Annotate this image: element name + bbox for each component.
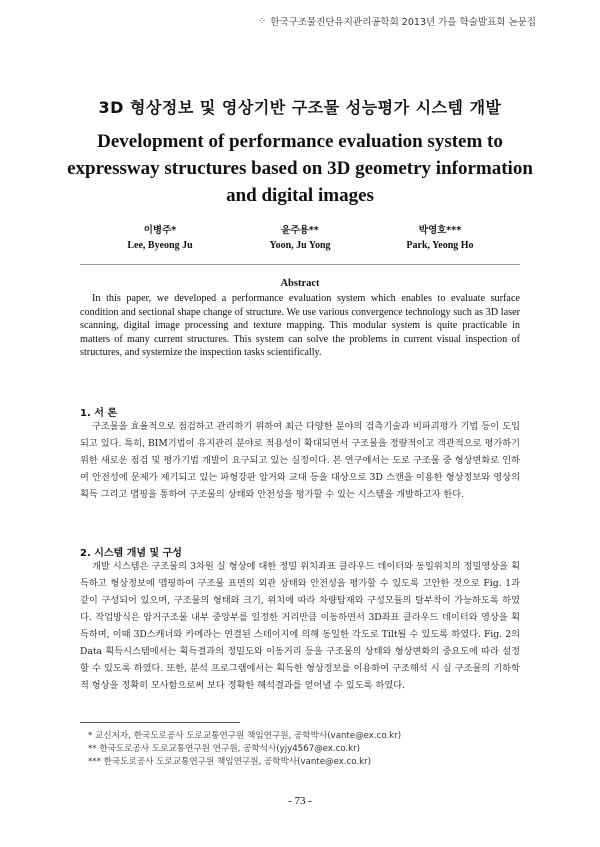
header-divider [80, 264, 520, 265]
footnote-1: * 교신저자, 한국도로공사 도로교통연구원 책임연구원, 공학박사(vante@ex.co.kr) [88, 731, 402, 741]
running-header-text: 한국구조물진단유지관리공학회 2013년 가을 학술발표회 논문집 [270, 17, 536, 28]
author-1 [100, 222, 220, 251]
paper-title-english: Development of performance evaluation system to expressway structures based on 3D geometry information and digital images [67, 131, 533, 206]
author-2-name-ko: 윤주용** [281, 225, 319, 236]
section-1-heading: 1. 서 론 [80, 408, 118, 419]
page-number: - 73 - [288, 795, 312, 807]
author-1-name-en: Lee, Byeong Ju [127, 240, 193, 251]
abstract-text: In this paper, we developed a performance evaluation system which enables to evaluate surface condition and sectional shape change of structure. We use various convergence technology such as 3D laser scanning, digital image processing and texture mapping. This modular system is quite practicable in matters of many current structures. This system can solve the problems in current visual inspection of structures, and systemize the inspection tasks scientifically. [80, 293, 520, 359]
author-1-name-ko: 이병주* [143, 225, 177, 236]
author-2-name-en: Yoon, Ju Yong [269, 240, 331, 251]
paper-title-korean: 3D 형상정보 및 영상기반 구조물 성능평가 시스템 개발 [98, 98, 502, 117]
footnote-2: ** 한국도로공사 도로교통연구원 연구원, 공학석사(yjy4567@ex.co.kr) [88, 744, 361, 754]
section-2-heading: 2. 시스템 개념 및 구성 [80, 548, 182, 559]
footnotes [88, 730, 401, 769]
abstract-heading: Abstract [280, 278, 320, 289]
footnote-3: *** 한국도로공사 도로교통연구원 책임연구원, 공학박사(vante@ex.co.kr) [88, 757, 371, 767]
author-3-name-en: Park, Yeong Ho [406, 240, 474, 251]
dot-grid-icon: ⁘ [257, 15, 267, 27]
section-2-text: 개발 시스템은 구조물의 3차원 실 형상에 대한 정밀 위치좌표 클라우드 데이터와 동일위치의 정밀영상을 획득하고 형상정보에 맵핑하여 구조물 표면의 외관 상태와 안전성을 평가할 수 있도록 고안한 것으로 Fig. 1과 같이 구성되어 있으며, 구조물의 형태와 크기, 위치에 따라 차량탑재와 구성모듈의 탈부착이 가능하도록 하였다. 작업방식은 암거구조물 내부 중앙부를 일정한 거리만큼 이동하면서 3D좌표 클라우드 데이터와 영상을 획득하며, 이때 3D스캐너와 카메라는 연결된 스테이지에 의해 동일한 각도로 Tilt될 수 있도록 하였다. Fig. 2의 Data 획득시스템에서는 획득결과의 정밀도와 이동거리 등을 구조물의 상태와 형상변화의 중요도에 따라 설정할 수 있도록 하였다. 또한, 분석 프로그램에서는 획득한 형상정보를 이용하여 구조해석 시 실 구조물의 기하학적 형상을 정확히 모사함으로써 보다 정확한 해석결과를 얻어낼 수 있도록 하였다. [80, 561, 520, 691]
author-3-name-ko: 박영호*** [418, 225, 462, 236]
section-1-text: 구조물을 효율적으로 점검하고 관리하기 위하여 최근 다양한 분야의 검측기술과 비파괴평가 기법 등이 도입되고 있다. 특히, BIM기법이 유지관리 분야로 적용성이 확대되면서 구조물을 정량적이고 객관적으로 평가하기 위한 새로운 점검 및 평가기법 개발이 요구되고 있는 실정이다. 본 연구에서는 도로 구조물 중 형상변화로 인하여 안전성에 문제가 제기되고 있는 파형강판 암거와 교대 등을 대상으로 3D 스캔을 이용한 형상정보와 영상의 획득 그리고 맵핑을 통하여 구조물의 상태와 안전성을 평가할 수 있는 시스템을 개발하고자 한다. [80, 421, 520, 500]
author-3 [380, 222, 500, 251]
author-2 [240, 222, 360, 251]
running-header [258, 14, 536, 28]
footnote-divider [80, 722, 240, 723]
author-list [100, 222, 500, 251]
